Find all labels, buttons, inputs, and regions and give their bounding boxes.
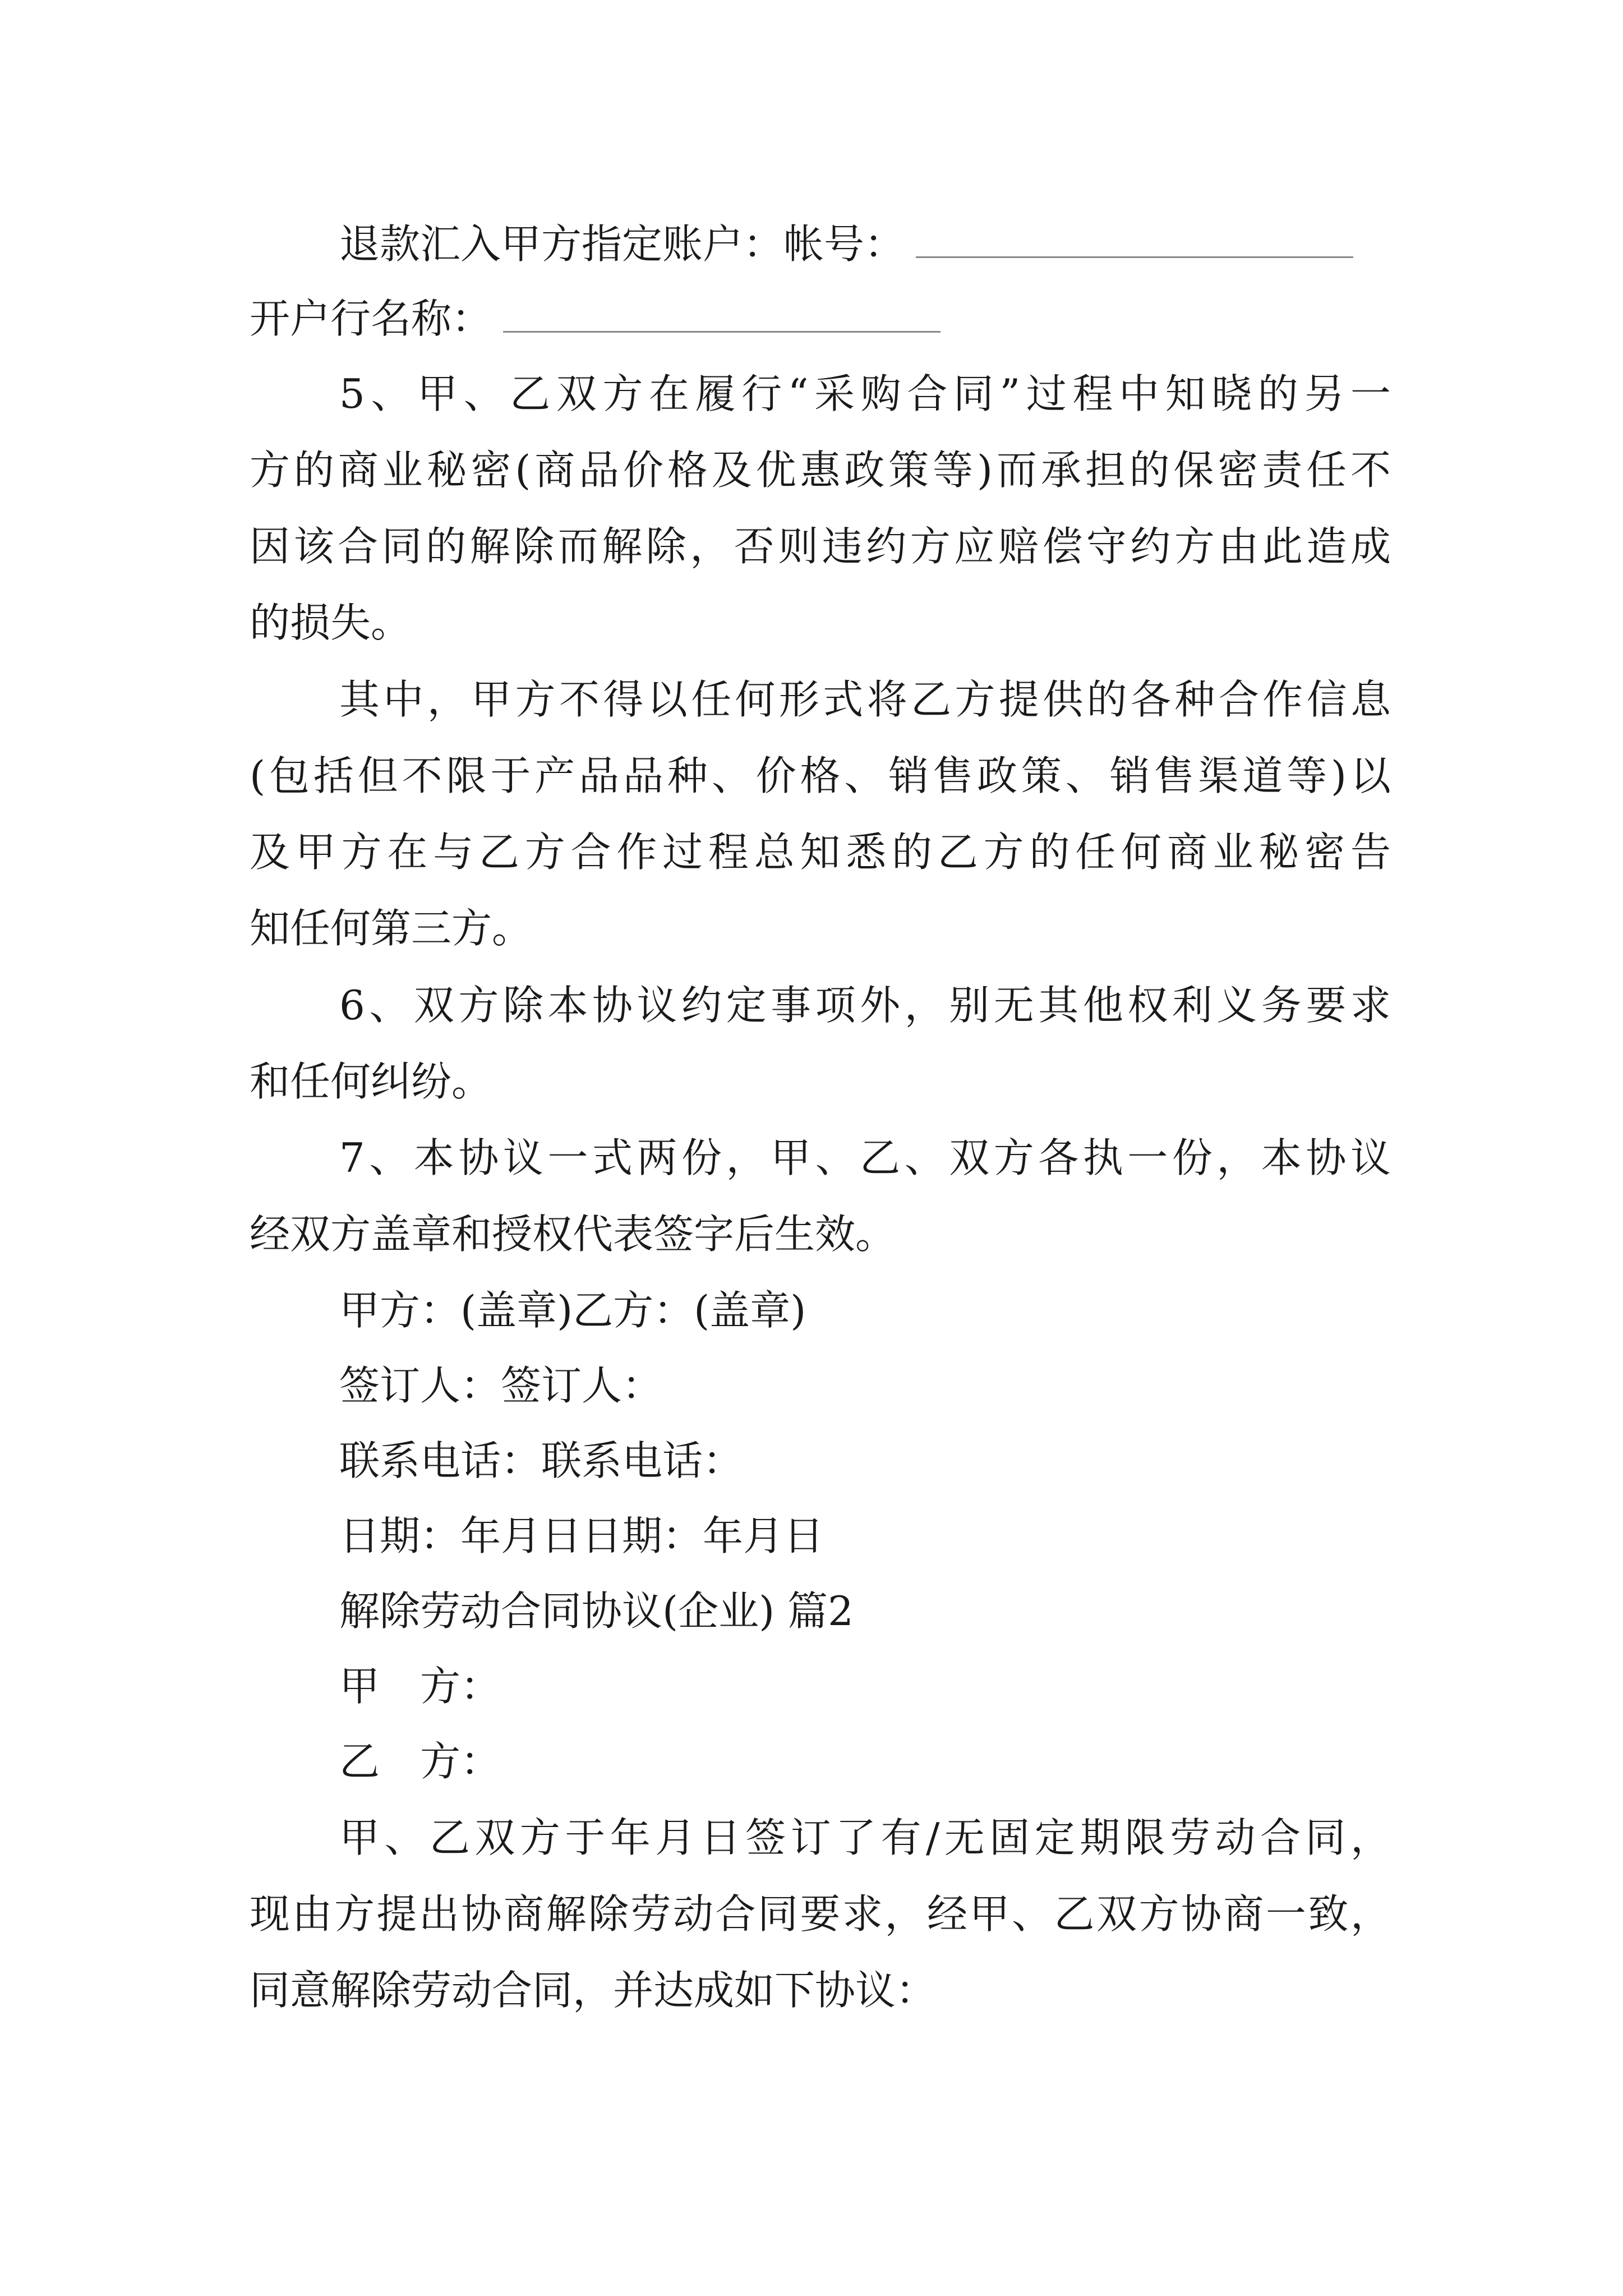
signature-phones: 联系电话：联系电话： [339, 1437, 744, 1484]
clause5-extra-line-2: (包括但不限于产品品种、价格、销售政策、销售渠道等)以 [250, 752, 1391, 799]
section2-party-a: 甲 方： [339, 1663, 501, 1710]
section2-title: 解除劳动合同协议(企业) 篇2 [339, 1588, 854, 1635]
clause7-line-1: 7、本协议一式两份，甲、乙、双方各执一份，本协议 [339, 1134, 1391, 1181]
section2-intro-line-1: 甲、乙双方于年月日签订了有/无固定期限劳动合同， [339, 1814, 1391, 1861]
clause6-line-2: 和任何纠纷。 [250, 1058, 492, 1105]
clause5-extra-line-1: 其中，甲方不得以任何形式将乙方提供的各种合作信息 [339, 676, 1391, 723]
clause7-line-2: 经双方盖章和授权代表签字后生效。 [250, 1211, 896, 1258]
refund-bank-label: 开户行名称： [250, 295, 492, 342]
clause5-line-4: 的损失。 [250, 599, 412, 646]
clause5-line-3: 因该合同的解除而解除，否则违约方应赔偿守约方由此造成 [250, 523, 1391, 570]
clause6-line-1: 6、双方除本协议约定事项外，别无其他权利义务要求 [339, 982, 1391, 1029]
section2-intro-line-2: 现由方提出协商解除劳动合同要求，经甲、乙双方协商一致， [250, 1890, 1391, 1938]
clause5-line-2: 方的商业秘密(商品价格及优惠政策等)而承担的保密责任不 [250, 447, 1391, 494]
signature-dates: 日期：年月日日期：年月日 [339, 1512, 824, 1559]
clause5-extra-line-3: 及甲方在与乙方合作过程总知悉的乙方的任何商业秘密告 [250, 829, 1391, 876]
refund-bank-line [250, 291, 940, 347]
clause5-extra-line-4: 知任何第三方。 [250, 905, 533, 952]
refund-account-line [339, 216, 1353, 272]
section2-intro-line-3: 同意解除劳动合同，并达成如下协议： [250, 1967, 937, 2014]
bank-name-blank [503, 297, 940, 333]
section2-party-b: 乙 方： [339, 1738, 501, 1785]
account-number-blank [916, 223, 1353, 258]
signature-parties: 甲方：(盖章)乙方：(盖章) [339, 1287, 806, 1334]
refund-account-label: 退款汇入甲方指定账户：帐号： [339, 220, 905, 268]
clause5-line-1: 5、甲、乙双方在履行“采购合同”过程中知晓的另一 [339, 370, 1391, 417]
signature-signers: 签订人：签订人： [339, 1362, 663, 1409]
